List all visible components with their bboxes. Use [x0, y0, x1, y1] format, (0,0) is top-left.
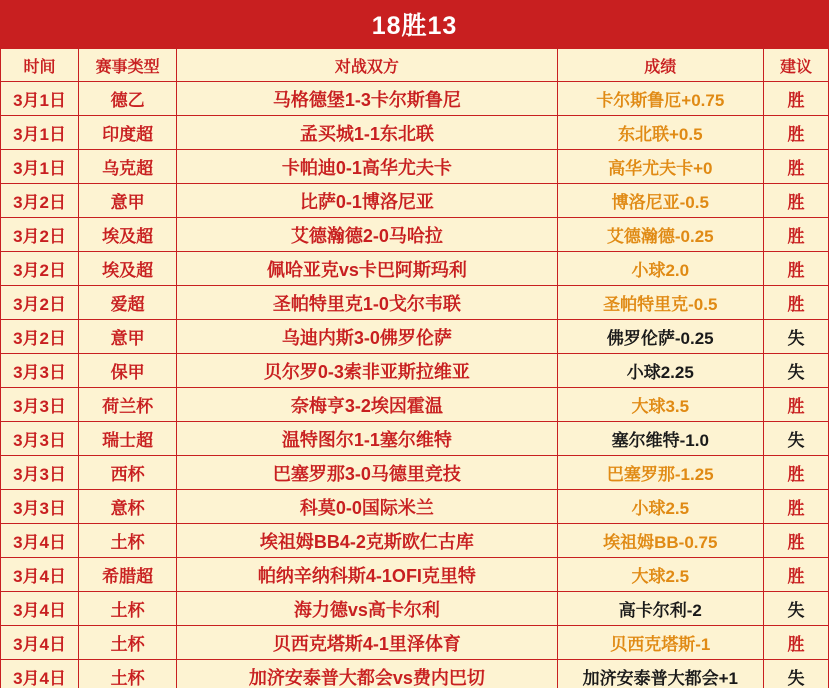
cell-date: 3月3日 [1, 456, 79, 490]
cell-advice: 胜 [763, 82, 828, 116]
cell-result: 大球2.5 [557, 558, 763, 592]
cell-advice: 胜 [763, 626, 828, 660]
cell-date: 3月3日 [1, 422, 79, 456]
cell-match: 圣帕特里克1-0戈尔韦联 [177, 286, 557, 320]
cell-match: 佩哈亚克vs卡巴阿斯玛利 [177, 252, 557, 286]
table-row [1, 150, 829, 184]
cell-result: 加济安泰普大都会+1 [557, 660, 763, 688]
cell-league: 德乙 [79, 82, 177, 116]
cell-league: 土杯 [79, 626, 177, 660]
cell-date: 3月1日 [1, 150, 79, 184]
cell-result: 博洛尼亚-0.5 [557, 184, 763, 218]
cell-match: 科莫0-0国际米兰 [177, 490, 557, 524]
cell-advice: 胜 [763, 150, 828, 184]
cell-date: 3月3日 [1, 354, 79, 388]
cell-date: 3月2日 [1, 286, 79, 320]
cell-result: 贝西克塔斯-1 [557, 626, 763, 660]
page-title [0, 0, 829, 48]
table-row [1, 592, 829, 626]
table-row [1, 116, 829, 150]
cell-date: 3月2日 [1, 218, 79, 252]
cell-league: 瑞士超 [79, 422, 177, 456]
cell-match: 埃祖姆BB4-2克斯欧仁古库 [177, 524, 557, 558]
table-header [1, 49, 829, 82]
cell-result: 埃祖姆BB-0.75 [557, 524, 763, 558]
cell-league: 乌克超 [79, 150, 177, 184]
cell-advice: 失 [763, 320, 828, 354]
table-row [1, 524, 829, 558]
table-row [1, 184, 829, 218]
cell-advice: 失 [763, 422, 828, 456]
cell-date: 3月2日 [1, 252, 79, 286]
cell-match: 加济安泰普大都会vs费内巴切 [177, 660, 557, 688]
cell-league: 埃及超 [79, 252, 177, 286]
cell-match: 海力德vs高卡尔利 [177, 592, 557, 626]
cell-league: 意杯 [79, 490, 177, 524]
cell-date: 3月4日 [1, 524, 79, 558]
table-row [1, 218, 829, 252]
cell-advice: 胜 [763, 388, 828, 422]
cell-date: 3月1日 [1, 82, 79, 116]
cell-league: 土杯 [79, 592, 177, 626]
cell-match: 孟买城1-1东北联 [177, 116, 557, 150]
table-body [1, 82, 829, 688]
table-row [1, 626, 829, 660]
column-header-result: 成绩 [557, 49, 763, 82]
cell-league: 土杯 [79, 660, 177, 688]
cell-advice: 胜 [763, 218, 828, 252]
cell-match: 温特图尔1-1塞尔维特 [177, 422, 557, 456]
cell-advice: 失 [763, 592, 828, 626]
cell-league: 埃及超 [79, 218, 177, 252]
cell-result: 小球2.25 [557, 354, 763, 388]
cell-league: 希腊超 [79, 558, 177, 592]
cell-match: 贝尔罗0-3索非亚斯拉维亚 [177, 354, 557, 388]
column-header-match: 对战双方 [177, 49, 557, 82]
cell-match: 帕纳辛纳科斯4-1OFI克里特 [177, 558, 557, 592]
column-header-advice: 建议 [763, 49, 828, 82]
table-row [1, 558, 829, 592]
cell-match: 马格德堡1-3卡尔斯鲁尼 [177, 82, 557, 116]
cell-result: 小球2.0 [557, 252, 763, 286]
table-row [1, 660, 829, 688]
cell-result: 巴塞罗那-1.25 [557, 456, 763, 490]
page-title-text: 18胜13 [371, 12, 458, 40]
cell-league: 保甲 [79, 354, 177, 388]
cell-result: 圣帕特里克-0.5 [557, 286, 763, 320]
cell-result: 艾德瀚德-0.25 [557, 218, 763, 252]
cell-match: 比萨0-1博洛尼亚 [177, 184, 557, 218]
cell-advice: 失 [763, 660, 828, 688]
cell-league: 意甲 [79, 184, 177, 218]
cell-advice: 胜 [763, 524, 828, 558]
cell-league: 印度超 [79, 116, 177, 150]
column-header-time: 时间 [1, 49, 79, 82]
cell-date: 3月2日 [1, 320, 79, 354]
cell-result: 塞尔维特-1.0 [557, 422, 763, 456]
table-row [1, 456, 829, 490]
cell-date: 3月3日 [1, 490, 79, 524]
cell-league: 荷兰杯 [79, 388, 177, 422]
cell-date: 3月4日 [1, 626, 79, 660]
cell-date: 3月4日 [1, 592, 79, 626]
cell-advice: 失 [763, 354, 828, 388]
cell-match: 乌迪内斯3-0佛罗伦萨 [177, 320, 557, 354]
cell-result: 大球3.5 [557, 388, 763, 422]
cell-date: 3月4日 [1, 558, 79, 592]
cell-match: 巴塞罗那3-0马德里竞技 [177, 456, 557, 490]
cell-date: 3月3日 [1, 388, 79, 422]
cell-result: 高卡尔利-2 [557, 592, 763, 626]
table-row [1, 82, 829, 116]
cell-date: 3月1日 [1, 116, 79, 150]
cell-advice: 胜 [763, 456, 828, 490]
results-table [0, 48, 829, 688]
table-row [1, 320, 829, 354]
cell-date: 3月4日 [1, 660, 79, 688]
table-row [1, 490, 829, 524]
header-row [1, 49, 829, 82]
cell-league: 西杯 [79, 456, 177, 490]
cell-result: 佛罗伦萨-0.25 [557, 320, 763, 354]
table-row [1, 422, 829, 456]
cell-league: 意甲 [79, 320, 177, 354]
table-row [1, 286, 829, 320]
cell-advice: 胜 [763, 184, 828, 218]
cell-advice: 胜 [763, 558, 828, 592]
cell-league: 爱超 [79, 286, 177, 320]
cell-result: 东北联+0.5 [557, 116, 763, 150]
cell-result: 小球2.5 [557, 490, 763, 524]
cell-result: 卡尔斯鲁厄+0.75 [557, 82, 763, 116]
cell-advice: 胜 [763, 252, 828, 286]
cell-match: 卡帕迪0-1高华尤夫卡 [177, 150, 557, 184]
cell-date: 3月2日 [1, 184, 79, 218]
cell-match: 贝西克塔斯4-1里泽体育 [177, 626, 557, 660]
column-header-league: 赛事类型 [79, 49, 177, 82]
cell-result: 高华尤夫卡+0 [557, 150, 763, 184]
table-row [1, 252, 829, 286]
cell-advice: 胜 [763, 116, 828, 150]
cell-league: 土杯 [79, 524, 177, 558]
table-row [1, 354, 829, 388]
cell-advice: 胜 [763, 490, 828, 524]
cell-match: 艾德瀚德2-0马哈拉 [177, 218, 557, 252]
cell-advice: 胜 [763, 286, 828, 320]
table-row [1, 388, 829, 422]
cell-match: 奈梅亨3-2埃因霍温 [177, 388, 557, 422]
